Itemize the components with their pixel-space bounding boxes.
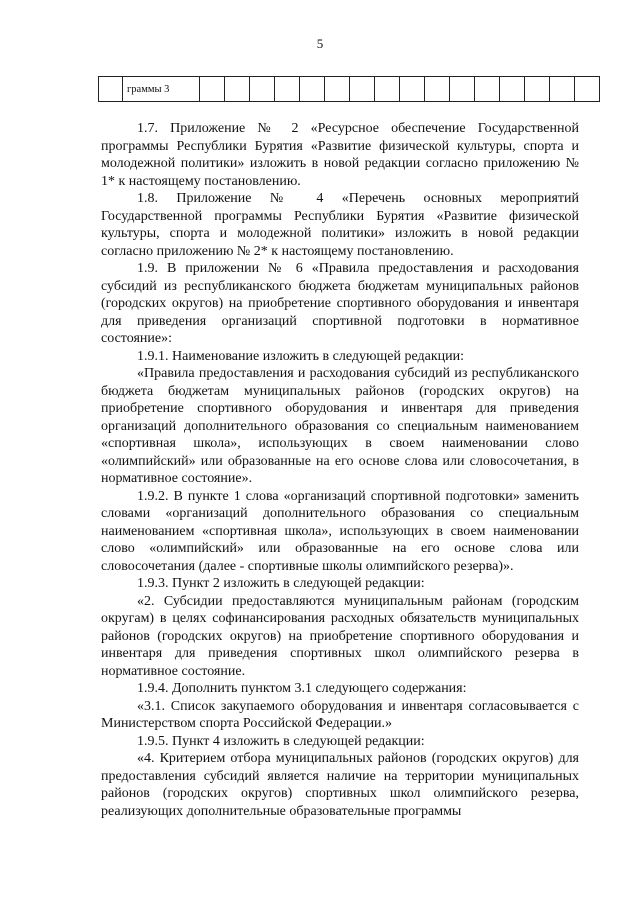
table-cell <box>225 77 250 102</box>
table-cell <box>200 77 225 102</box>
table-cell <box>550 77 575 102</box>
table-cell <box>300 77 325 102</box>
paragraph-item-2: «2. Субсидии предоставляются муниципальным районам (городским округам) в целях софинансирования расходных обязательств муниципальных районов (городских округов) на приобретение спортивного оборудования и инвентаря для приведения спортивных школ олимпийского резерва в нормативное состояние. <box>101 593 579 679</box>
page-number: 5 <box>316 36 324 51</box>
paragraph-1-9-1: 1.9.1. Наименование изложить в следующей редакции: <box>137 348 464 364</box>
table-fragment <box>98 76 600 102</box>
table-cell <box>475 77 500 102</box>
table-cell <box>575 77 600 102</box>
table-cell <box>99 77 123 102</box>
paragraph-1-7: 1.7. Приложение № 2 «Ресурсное обеспечение Государственной программы Республики Бурятия «Развитие физической культуры, спорта и молодежной политики» изложить в новой редакции согласно приложению № 1* к настоящему постановлению. <box>101 121 579 189</box>
paragraph-rules-title: «Правила предоставления и расходования субсидий из республиканского бюджета бюджетам муниципальных районов (городских округов) на приобретение спортивного оборудования и инвентаря для приведения организаций дополнительного образования со специальным наименованием «спортивная школа», использующих в своем наименовании слово «олимпийский» или образованные на его основе слова или словосочетания, в нормативное состояние». <box>101 366 579 486</box>
table-cell <box>525 77 550 102</box>
paragraph-1-9-2: 1.9.2. В пункте 1 слова «организаций спортивной подготовки» заменить словами «организаций дополнительного образования со специальным наименованием «спортивная школа», использующих в своем наименовании слово «олимпийский» или образованные на его основе слова или словосочетания (далее - спортивные школы олимпийского резерва)». <box>101 488 579 574</box>
table-cell <box>375 77 400 102</box>
document-body <box>101 120 579 820</box>
paragraph-1-9-5: 1.9.5. Пункт 4 изложить в следующей редакции: <box>137 733 425 749</box>
paragraph-item-3-1: «3.1. Список закупаемого оборудования и инвентаря согласовывается с Министерством спорта Российской Федерации.» <box>101 698 579 731</box>
table-cell <box>425 77 450 102</box>
paragraph-1-9-4: 1.9.4. Дополнить пунктом 3.1 следующего содержания: <box>137 681 467 696</box>
table-cell <box>250 77 275 102</box>
table-cell <box>400 77 425 102</box>
table-cell <box>500 77 525 102</box>
table-cell <box>450 77 475 102</box>
table-cell <box>350 77 375 102</box>
table-cell-label: граммы 3 <box>123 77 200 102</box>
paragraph-1-8: 1.8. Приложение № 4 «Перечень основных мероприятий Государственной программы Республики Бурятия «Развитие физической культуры, спорта и молодежной политики» изложить в новой редакции согласно приложению № 2* к настоящему постановлению. <box>101 191 579 259</box>
paragraph-1-9-3: 1.9.3. Пункт 2 изложить в следующей редакции: <box>137 576 425 591</box>
table-row <box>99 77 600 102</box>
paragraph-item-4: «4. Критерием отбора муниципальных районов (городских округов) для предоставления субсидий является наличие на территории муниципальных районов (городских округов) спортивных школ олимпийского резерва, реализующих дополнительные образовательные программы <box>101 751 579 819</box>
table-cell <box>325 77 350 102</box>
table-cell <box>275 77 300 102</box>
paragraph-1-9: 1.9. В приложении № 6 «Правила предоставления и расходования субсидий из республиканского бюджета бюджетам муниципальных районов (городских округов) на приобретение спортивного оборудования и инвентаря для приведения организаций спортивной подготовки в нормативное состояние»: <box>101 261 579 346</box>
